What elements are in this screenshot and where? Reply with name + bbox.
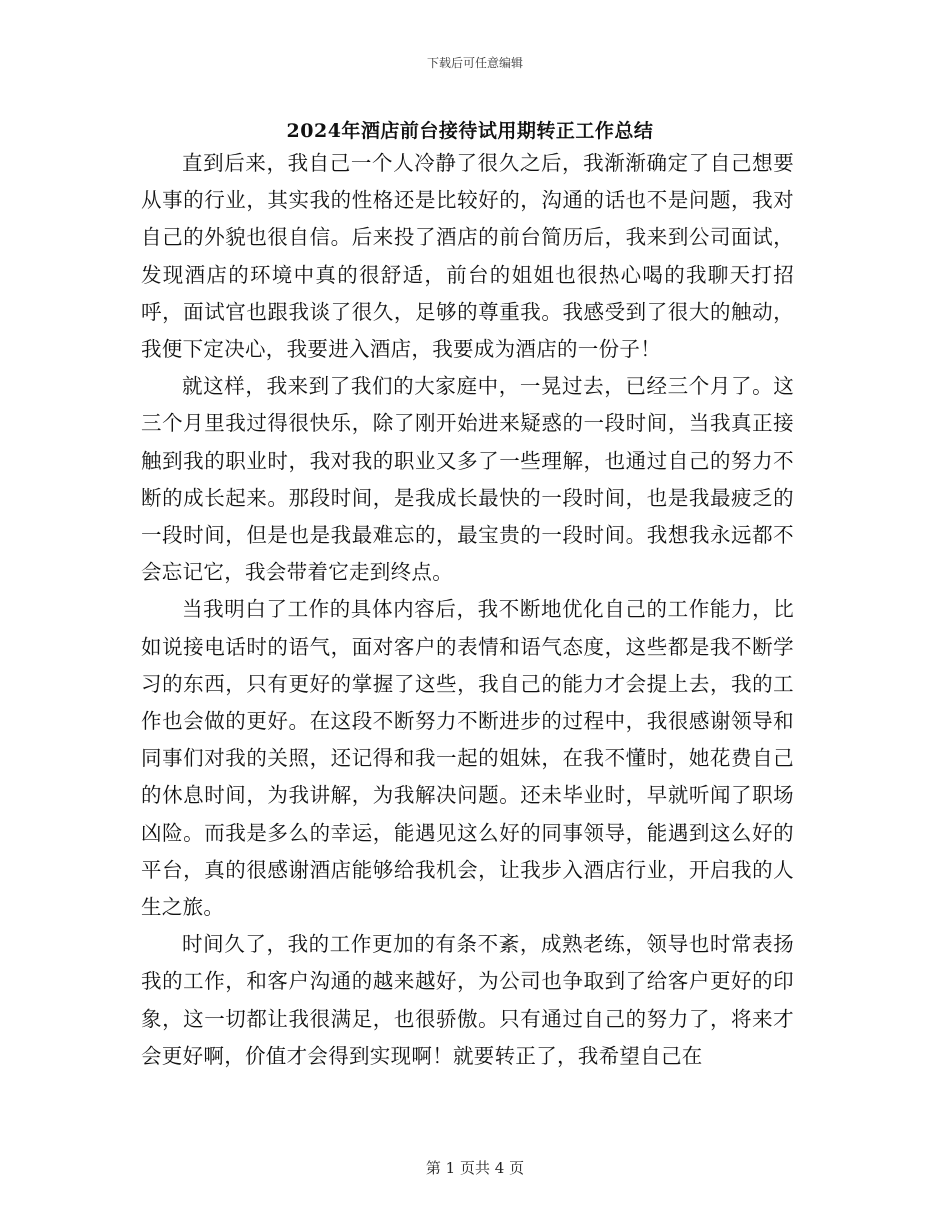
paragraph: 时间久了，我的工作更加的有条不紊，成熟老练，领导也时常表扬我的工作，和客户沟通的越来越好，为公司也争取到了给客户更好的印象，这一切都让我很满足，也很骄傲。只有通过自己的努力了，将来才会更好啊，价值才会得到实现啊！就要转正了，我希望自己在 bbox=[141, 932, 794, 1068]
document-body bbox=[141, 145, 794, 1075]
header-note: 下载后可任意编辑 bbox=[426, 56, 523, 70]
document-title: 2024年酒店前台接待试用期转正工作总结 bbox=[286, 120, 654, 142]
page-number-footer: 第 1 页共 4 页 bbox=[425, 1159, 525, 1177]
paragraph: 直到后来，我自己一个人冷静了很久之后，我渐渐确定了自己想要从事的行业，其实我的性格还是比较好的，沟通的话也不是问题，我对自己的外貌也很自信。后来投了酒店的前台简历后，我来到公司面试，发现酒店的环境中真的很舒适，前台的姐姐也很热心喝的我聊天打招呼，面试官也跟我谈了很久，足够的尊重我。我感受到了很大的触动，我便下定决心，我要进入酒店，我要成为酒店的一份子！ bbox=[141, 151, 794, 362]
paragraph: 当我明白了工作的具体内容后，我不断地优化自己的工作能力，比如说接电话时的语气，面对客户的表情和语气态度，这些都是我不断学习的东西，只有更好的掌握了这些，我自己的能力才会提上去，我的工作也会做的更好。在这段不断努力不断进步的过程中，我很感谢领导和同事们对我的关照，还记得和我一起的姐妹，在我不懂时，她花费自己的休息时间，为我讲解，为我解决问题。还未毕业时，早就听闻了职场凶险。而我是多么的幸运，能遇见这么好的同事领导，能遇到这么好的平台，真的很感谢酒店能够给我机会，让我步入酒店行业，开启我的人生之旅。 bbox=[141, 597, 794, 920]
paragraph: 就这样，我来到了我们的大家庭中，一晃过去，已经三个月了。这三个月里我过得很快乐，除了刚开始进来疑惑的一段时间，当我真正接触到我的职业时，我对我的职业又多了一些理解，也通过自己的努力不断的成长起来。那段时间，是我成长最快的一段时间，也是我最疲乏的一段时间，但是也是我最难忘的，最宝贵的一段时间。我想我永远都不会忘记它，我会带着它走到终点。 bbox=[141, 374, 794, 585]
